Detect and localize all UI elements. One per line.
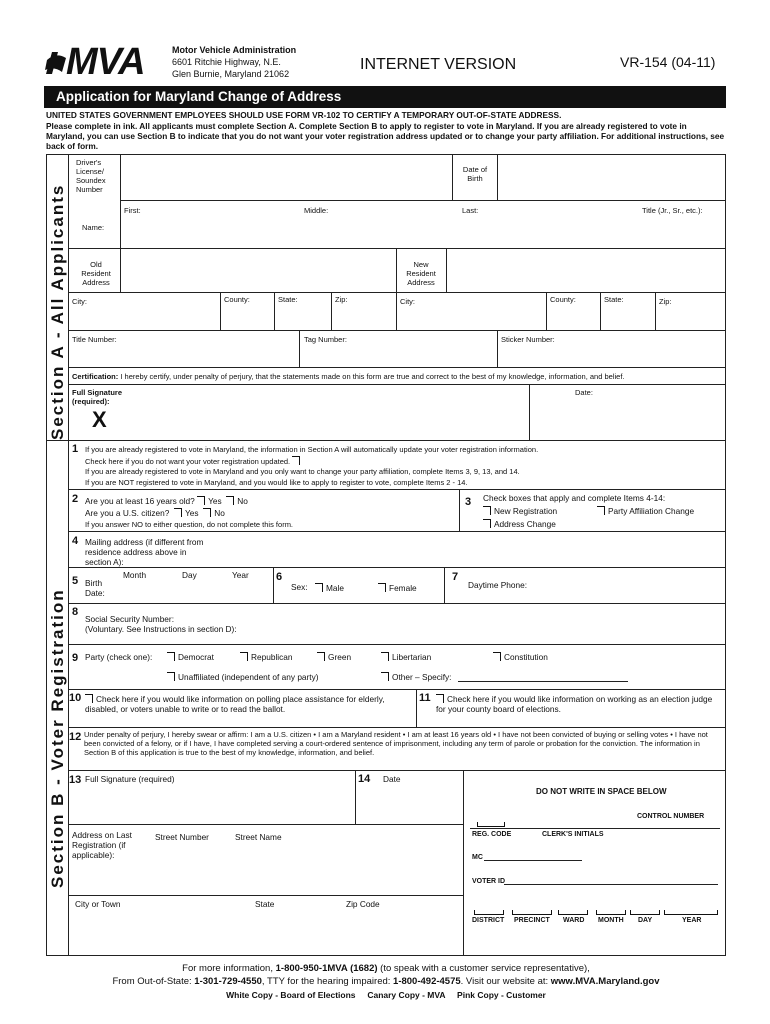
- address-change-label: Address Change: [494, 519, 556, 529]
- other-party-field[interactable]: [458, 681, 628, 682]
- street-name-label: Street Name: [235, 832, 282, 842]
- item-4-text: Mailing address (if different from residence address above in section A):: [85, 537, 204, 567]
- item-1-line-1: If you are already registered to vote in Maryland, the information in Section A will automatically update your voter registration information.: [85, 445, 539, 454]
- item-2-q2-text: Are you a U.S. citizen?: [85, 508, 170, 518]
- agency-name: Motor Vehicle Administration: [172, 45, 297, 55]
- item-13-number: 13: [69, 774, 82, 786]
- daytime-phone-field[interactable]: [540, 570, 724, 600]
- item-3-number: 3: [465, 496, 472, 508]
- green-label: Green: [328, 652, 352, 662]
- new-registration-checkbox[interactable]: [483, 506, 491, 515]
- last-state-label: State: [255, 899, 275, 909]
- certification-label: Certification:: [72, 372, 119, 381]
- agency-address-1: 6601 Ritchie Highway, N.E.: [172, 57, 281, 67]
- item-12-text: Under penalty of perjury, I hereby swear or affirm: I am a U.S. citizen • I am a Maryland resident • I am at least 16 years old • I have not been convicted of buying or selling votes • I have not been convicted of a felony, or if I have, I have completed serving a court-ordered sentence of imprisonment, including any term of parole or probation for the conviction. The information in Section B of this application is true to the best of my knowledge, information, and belief.: [84, 730, 708, 757]
- democrat-option[interactable]: [167, 652, 214, 662]
- republican-option[interactable]: [240, 652, 293, 662]
- signature-field[interactable]: [120, 388, 525, 438]
- district-boxes: [474, 910, 504, 915]
- mailing-address-field[interactable]: [210, 533, 724, 565]
- item-1-line-2-text: Check here if you do not want your voter registration updated.: [85, 457, 291, 466]
- election-judge-checkbox[interactable]: [436, 694, 444, 703]
- green-option[interactable]: [317, 652, 351, 662]
- mva-logo: [44, 41, 166, 84]
- item-3-text: Check boxes that apply and complete Items 4-14:: [483, 493, 666, 503]
- item-7-number: 7: [452, 571, 459, 583]
- address-change-option[interactable]: [483, 519, 556, 529]
- new-county-label: County:: [550, 295, 576, 304]
- polling-assistance-checkbox[interactable]: [85, 694, 93, 703]
- sticker-number-label: Sticker Number:: [501, 335, 555, 344]
- item-14-number: 14: [358, 773, 371, 785]
- city-town-label: City or Town: [75, 899, 121, 909]
- agency-address-2: Glen Burnie, Maryland 21062: [172, 69, 290, 79]
- item-5-number: 5: [72, 575, 79, 587]
- month-label: Month: [123, 570, 147, 580]
- item-10: [85, 694, 415, 714]
- male-label: Male: [326, 583, 344, 593]
- year-label: Year: [232, 570, 249, 580]
- footer-out-of-state-phone: 1-301-729-4550: [194, 976, 262, 987]
- old-state-label: State:: [278, 295, 298, 304]
- month-boxes: [596, 910, 626, 915]
- sex-label: Sex:: [291, 582, 308, 592]
- item-11: [436, 694, 724, 714]
- voter-signature-label: Full Signature (required): [85, 774, 175, 784]
- constitution-option[interactable]: [493, 652, 548, 662]
- item-8-number: 8: [72, 606, 79, 618]
- old-city-label: City:: [72, 297, 87, 306]
- mva-logo-text: MVA: [66, 41, 145, 83]
- new-state-label: State:: [604, 295, 624, 304]
- ward-label: WARD: [563, 917, 585, 924]
- constitution-checkbox[interactable]: [493, 652, 501, 661]
- item-2-q1-text: Are you at least 16 years old?: [85, 496, 195, 506]
- ssn-label: Social Security Number:: [85, 614, 174, 624]
- item-2-q2: [85, 508, 225, 518]
- signature-label: Full Signature (required):: [72, 388, 123, 406]
- item-4-number: 4: [72, 535, 79, 547]
- dob-field[interactable]: [500, 156, 724, 198]
- daytime-phone-label: Daytime Phone:: [468, 580, 528, 590]
- reg-code-label: REG. CODE: [472, 831, 512, 838]
- item-12-number: 12: [69, 731, 82, 743]
- female-label: Female: [389, 583, 417, 593]
- footer-line-2-mid: , TTY for the hearing impaired:: [261, 976, 394, 987]
- first-name-label: First:: [124, 206, 141, 215]
- new-city-label: City:: [400, 297, 415, 306]
- mc-label: MC: [472, 854, 483, 861]
- age-yes-checkbox[interactable]: [197, 496, 205, 505]
- male-checkbox[interactable]: [315, 583, 323, 592]
- year-boxes: [664, 910, 718, 915]
- citizen-no-checkbox[interactable]: [203, 508, 211, 517]
- other-party-label: Other – Specify:: [392, 672, 452, 682]
- license-label: Driver's License/ Soundex Number: [76, 158, 106, 194]
- address-change-checkbox[interactable]: [483, 519, 491, 528]
- precinct-boxes: [512, 910, 552, 915]
- item-1-line-4: If you are NOT registered to vote in Maryland, and you would like to apply to register to vote, complete Items 2 - 14.: [85, 478, 468, 487]
- new-address-field[interactable]: [450, 250, 724, 290]
- birth-date-label: Birth Date:: [85, 578, 105, 598]
- street-number-label: Street Number: [155, 832, 209, 842]
- district-label: DISTRICT: [472, 917, 505, 924]
- new-registration-label: New Registration: [494, 506, 558, 516]
- office-year-label: YEAR: [682, 917, 702, 924]
- instructions: Please complete in ink. All applicants must complete Section A. Complete Section B to apply to register to vote in Maryland. If you are already registered to vote in Maryland, you can use Section B to indicate that you do not want your voter registration address updated or to change your party affiliation. For additional instructions, see back of form.: [46, 121, 725, 151]
- footer-line-2-pre: From Out-of-State:: [112, 976, 195, 987]
- citizen-yes-label: Yes: [185, 508, 199, 518]
- certification-text: I hereby certify, under penalty of perjury, that the statements made on this form are true and correct to the best of my knowledge, information, and belief.: [118, 372, 625, 381]
- day-boxes: [630, 910, 660, 915]
- item-2-number: 2: [72, 493, 79, 505]
- day-label: Day: [182, 570, 197, 580]
- libertarian-checkbox[interactable]: [381, 652, 389, 661]
- office-month-label: MONTH: [598, 917, 624, 924]
- party-change-option[interactable]: [597, 506, 694, 516]
- democrat-checkbox[interactable]: [167, 652, 175, 661]
- ward-boxes: [558, 910, 588, 915]
- office-day-label: DAY: [638, 917, 653, 924]
- last-registration-field[interactable]: [72, 862, 458, 892]
- age-no-label: No: [237, 496, 248, 506]
- voter-date-label: Date: [383, 774, 401, 784]
- title-suffix-label: Title (Jr., Sr., etc.):: [642, 206, 703, 215]
- item-1-number: 1: [72, 443, 79, 455]
- footer-phone: 1-800-950-1MVA (1682): [275, 963, 378, 974]
- voter-id-label: VOTER ID: [472, 878, 506, 885]
- office-use-heading: DO NOT WRITE IN SPACE BELOW: [536, 787, 667, 796]
- footer-tty-phone: 1-800-492-4575: [393, 976, 461, 987]
- last-name-label: Last:: [462, 206, 479, 215]
- certification: [72, 372, 722, 381]
- item-11-number: 11: [419, 692, 431, 704]
- item-10-number: 10: [69, 692, 82, 704]
- last-registration-label: Address on Last Registration (if applicable):: [72, 830, 132, 860]
- control-number-label: CONTROL NUMBER: [637, 813, 705, 820]
- footer-line-1: [46, 963, 726, 974]
- old-address-label: Old Resident Address: [81, 260, 111, 287]
- item-1-line-3: If you are already registered to vote in Maryland and you only want to change your party affiliation, complete Items 3, 9, 13, and 14.: [85, 467, 520, 476]
- no-update-checkbox[interactable]: [292, 456, 300, 465]
- new-address-label: New Resident Address: [406, 260, 436, 287]
- version-label: INTERNET VERSION: [360, 56, 517, 73]
- ssn-note: (Voluntary. See Instructions in section D):: [85, 624, 237, 634]
- unaffiliated-checkbox[interactable]: [167, 672, 175, 681]
- dob-label: Date of Birth: [462, 165, 488, 183]
- footer-line-2-web-pre: . Visit our website at:: [460, 976, 551, 987]
- green-checkbox[interactable]: [317, 652, 325, 661]
- footer-line-2: [46, 976, 726, 987]
- form-title: Application for Maryland Change of Address: [56, 89, 342, 104]
- tag-number-label: Tag Number:: [304, 335, 347, 344]
- party-change-checkbox[interactable]: [597, 506, 605, 515]
- libertarian-option[interactable]: [381, 652, 431, 662]
- item-1-line-2: [85, 456, 303, 466]
- item-9-number: 9: [72, 652, 79, 664]
- license-field[interactable]: [124, 156, 450, 198]
- democrat-label: Democrat: [178, 652, 214, 662]
- cert-date-label: Date:: [575, 388, 593, 397]
- republican-checkbox[interactable]: [240, 652, 248, 661]
- title-number-label: Title Number:: [72, 335, 117, 344]
- section-b-label: Section B - Voter Registration: [48, 588, 67, 888]
- footer-line-1-pre: For more information,: [182, 963, 276, 974]
- notice: UNITED STATES GOVERNMENT EMPLOYEES SHOULD USE FORM VR-102 TO CERTIFY A TEMPORARY OUT-OF-STATE ADDRESS.: [46, 110, 562, 120]
- unaffiliated-option[interactable]: [167, 672, 319, 682]
- item-10-text: Check here if you would like information on polling place assistance for elderly, disabled, or voters unable to write or to read the ballot.: [85, 694, 385, 714]
- footer-copies: White Copy - Board of Elections Canary Copy - MVA Pink Copy - Customer: [226, 990, 546, 1000]
- party-change-label: Party Affiliation Change: [608, 506, 695, 516]
- male-option[interactable]: [315, 583, 344, 593]
- item-6-number: 6: [276, 571, 283, 583]
- age-no-checkbox[interactable]: [226, 496, 234, 505]
- item-11-text: Check here if you would like information on working as an election judge for your county board of elections.: [436, 694, 713, 714]
- name-label: Name:: [82, 223, 105, 232]
- name-field[interactable]: [124, 216, 724, 246]
- unaffiliated-label: Unaffiliated (independent of any party): [178, 672, 319, 682]
- other-party-option[interactable]: [381, 672, 452, 682]
- item-2-q1: [85, 496, 248, 506]
- clerk-initials-label: CLERK'S INITIALS: [542, 831, 604, 838]
- footer-line-1-post: (to speak with a customer service representative),: [377, 963, 590, 974]
- section-a-label: Section A - All Applicants: [48, 183, 67, 440]
- party-label: Party (check one):: [85, 652, 153, 662]
- middle-name-label: Middle:: [304, 206, 329, 215]
- footer-website-link[interactable]: www.MVA.Maryland.gov: [550, 976, 660, 987]
- other-party-checkbox[interactable]: [381, 672, 389, 681]
- new-zip-label: Zip:: [659, 297, 672, 306]
- female-checkbox[interactable]: [378, 583, 386, 592]
- old-address-field[interactable]: [124, 250, 394, 290]
- old-zip-label: Zip:: [335, 295, 348, 304]
- signature-x-mark: X: [92, 407, 107, 432]
- item-2-note: If you answer NO to either question, do not complete this form.: [85, 520, 294, 529]
- last-zip-label: Zip Code: [346, 899, 380, 909]
- form-number: VR-154 (04-11): [620, 54, 716, 70]
- citizen-no-label: No: [214, 508, 225, 518]
- reg-code-boxes: [477, 822, 505, 827]
- voter-signature-field[interactable]: [85, 786, 351, 822]
- new-registration-option[interactable]: [483, 506, 557, 516]
- female-option[interactable]: [378, 583, 417, 593]
- constitution-label: Constitution: [504, 652, 548, 662]
- ssn-field[interactable]: [260, 606, 724, 642]
- precinct-label: PRECINCT: [514, 917, 550, 924]
- citizen-yes-checkbox[interactable]: [174, 508, 182, 517]
- libertarian-label: Libertarian: [392, 652, 432, 662]
- republican-label: Republican: [251, 652, 293, 662]
- old-county-label: County:: [224, 295, 250, 304]
- age-yes-label: Yes: [208, 496, 222, 506]
